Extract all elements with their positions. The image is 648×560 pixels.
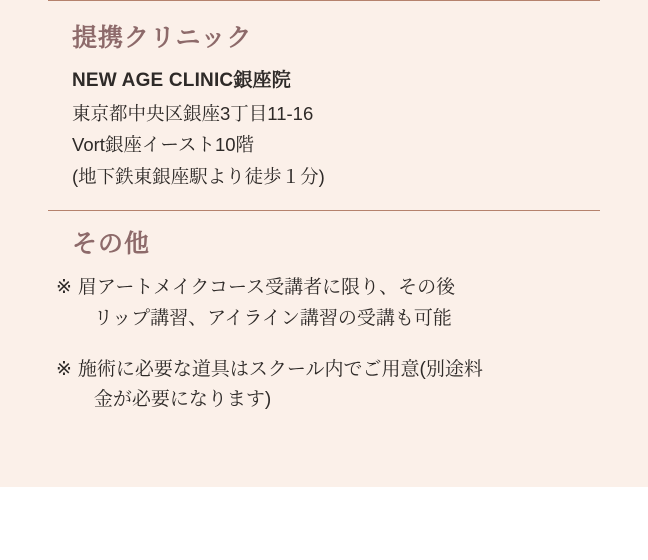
section-other (48, 211, 600, 416)
clinic-address-line-1: 東京都中央区銀座3丁目11-16 (72, 102, 314, 124)
divider-middle (48, 210, 600, 211)
note-line-1: 施術に必要な道具はスクール内でご用意(別途料 (77, 358, 483, 380)
note-mark-icon: ※ (56, 358, 72, 380)
note-line-1: 眉アートメイクコース受講者に限り、その後 (77, 277, 456, 299)
note-list (48, 259, 600, 416)
clinic-name: NEW AGE CLINIC銀座院 (72, 70, 291, 91)
clinic-address-block (48, 53, 600, 193)
section-heading-other: その他 (72, 230, 151, 259)
divider-top (48, 0, 600, 1)
note-line-2: リップ講習、アイライン講習の受講も可能 (93, 307, 452, 329)
note-line-2: 金が必要になります) (93, 389, 272, 411)
clinic-address-line-2: Vort銀座イースト10階 (72, 134, 255, 156)
panel-inner (48, 0, 600, 436)
note-text (78, 273, 600, 335)
clinic-access-note: (地下鉄東銀座駅より徒歩１分) (72, 166, 325, 188)
section-partner-clinic (48, 1, 600, 193)
list-item (56, 355, 600, 417)
list-item (56, 273, 600, 335)
section-heading-partner-clinic: 提携クリニック (72, 24, 253, 52)
note-mark-icon: ※ (56, 277, 72, 299)
note-text (78, 355, 600, 417)
